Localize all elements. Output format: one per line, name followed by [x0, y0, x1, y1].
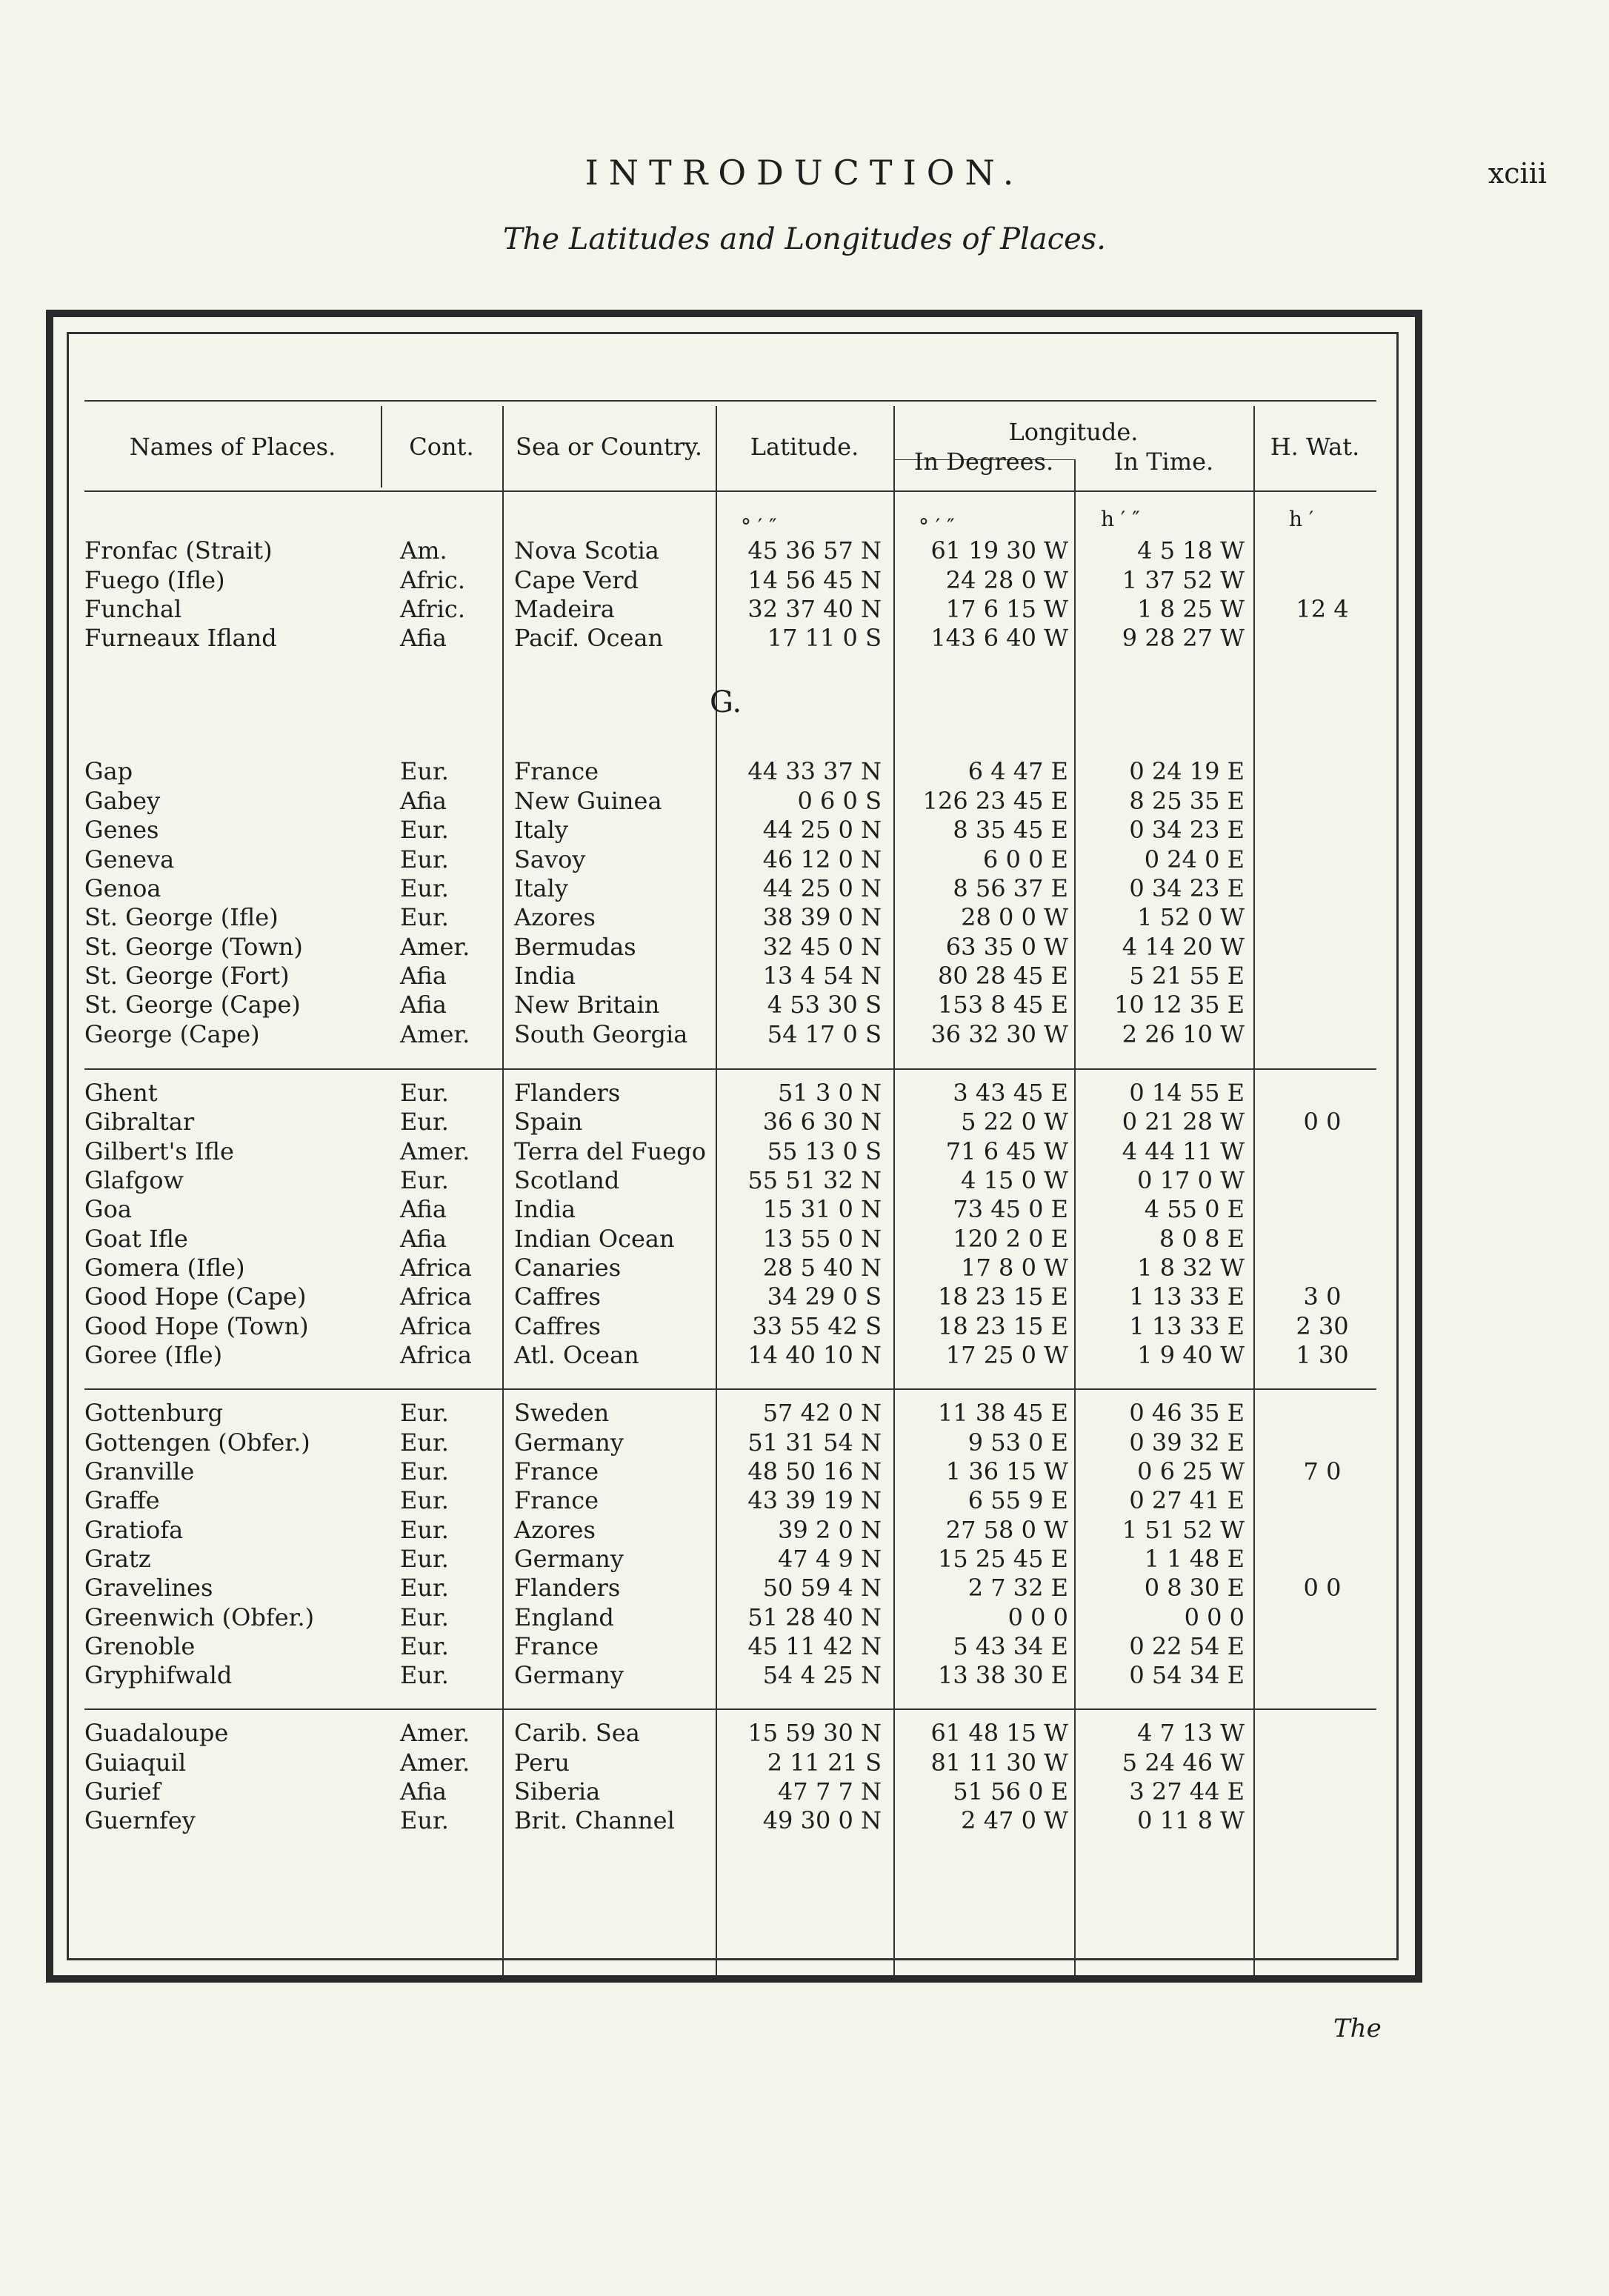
group-rule-2 [84, 1388, 1376, 1390]
place-name: Guiaquil [84, 1748, 187, 1777]
longitude-degrees: 13 38 30 E [937, 1661, 1068, 1689]
longitude-time: 1 13 33 E [1129, 1282, 1245, 1311]
sea-or-country: France [514, 1486, 599, 1514]
sea-or-country: Atl. Ocean [514, 1341, 639, 1369]
table-row [0, 1195, 1609, 1224]
table-row [0, 787, 1609, 816]
col-header-in-time: In Time. [1113, 447, 1214, 476]
place-name: Ghent [84, 1079, 158, 1107]
table-row [0, 536, 1609, 565]
longitude-degrees: 6 55 9 E [967, 1486, 1068, 1514]
continent: Afia [400, 1777, 447, 1806]
latitude: 13 4 54 N [762, 962, 882, 990]
sea-or-country: Canaries [514, 1254, 622, 1282]
table-row [0, 991, 1609, 1019]
table-row [0, 816, 1609, 845]
place-name: Guernfey [84, 1806, 196, 1834]
longitude-degrees: 5 22 0 W [961, 1108, 1068, 1136]
longitude-degrees: 143 6 40 W [930, 624, 1068, 652]
high-water: 0 0 [1303, 1108, 1342, 1136]
latitude: 38 39 0 N [762, 903, 882, 931]
place-name: Funchal [84, 595, 182, 623]
running-head: INTRODUCTION. [584, 153, 1025, 193]
place-name: Greenwich (Obfer.) [84, 1603, 315, 1631]
sea-or-country: Sweden [514, 1399, 610, 1427]
longitude-degrees: 2 47 0 W [961, 1806, 1068, 1834]
sea-or-country: Caffres [514, 1312, 601, 1340]
high-water: 7 0 [1303, 1457, 1342, 1485]
longitude-time: 3 27 44 E [1129, 1777, 1245, 1806]
sea-or-country: Peru [514, 1748, 570, 1777]
longitude-degrees: 73 45 0 E [953, 1195, 1068, 1223]
place-name: Good Hope (Town) [84, 1312, 309, 1340]
continent: Eur. [400, 1486, 449, 1514]
table-row [0, 1428, 1609, 1457]
place-name: Gratz [84, 1545, 151, 1573]
sea-or-country: Carib. Sea [514, 1719, 640, 1747]
longitude-time: 10 12 35 E [1113, 991, 1245, 1019]
col-header-longitude: Longitude. [1008, 418, 1139, 446]
longitude-time: 0 0 0 [1184, 1603, 1245, 1631]
latitude: 45 36 57 N [747, 536, 882, 565]
latitude: 49 30 0 N [762, 1806, 882, 1834]
longitude-time: 0 22 54 E [1129, 1632, 1245, 1660]
degrees-units: ° ′ ″ [919, 514, 955, 539]
table-row [0, 874, 1609, 903]
longitude-time: 0 46 35 E [1129, 1399, 1245, 1427]
place-name: Guadaloupe [84, 1719, 229, 1747]
col-header-in-degrees: In Degrees. [913, 447, 1054, 476]
longitude-degrees: 71 6 45 W [945, 1137, 1068, 1165]
longitude-time: 5 24 46 W [1122, 1748, 1245, 1777]
latitude: 33 55 42 S [752, 1312, 882, 1340]
longitude-time: 1 9 40 W [1137, 1341, 1245, 1369]
table-row [0, 1603, 1609, 1632]
longitude-degrees: 0 0 0 [1007, 1603, 1068, 1631]
continent: Amer. [400, 1719, 470, 1747]
place-name: St. George (Cape) [84, 991, 301, 1019]
longitude-time: 0 34 23 E [1129, 816, 1245, 844]
longitude-degrees: 120 2 0 E [953, 1225, 1068, 1253]
sea-or-country: Azores [514, 903, 596, 931]
continent: Africa [400, 1254, 472, 1282]
place-name: Glafgow [84, 1166, 184, 1194]
table-row [0, 1661, 1609, 1690]
col-header-sea: Sea or Country. [516, 433, 702, 461]
latitude: 4 53 30 S [767, 991, 882, 1019]
longitude-degrees: 36 32 30 W [930, 1020, 1068, 1048]
latitude: 14 56 45 N [747, 566, 882, 594]
latitude: 47 4 9 N [778, 1545, 882, 1573]
continent: Africa [400, 1341, 472, 1369]
place-name: Furneaux Ifland [84, 624, 277, 652]
place-name: Grenoble [84, 1632, 196, 1660]
page-number: xciii [1488, 157, 1547, 190]
sea-or-country: India [514, 1195, 576, 1223]
continent: Eur. [400, 1545, 449, 1573]
table-row [0, 1020, 1609, 1049]
table-row [0, 845, 1609, 874]
longitude-degrees: 8 35 45 E [953, 816, 1068, 844]
longitude-degrees: 4 15 0 W [961, 1166, 1068, 1194]
longitude-time: 0 39 32 E [1129, 1428, 1245, 1457]
longitude-degrees: 61 19 30 W [930, 536, 1068, 565]
longitude-time: 2 26 10 W [1122, 1020, 1245, 1048]
latitude: 45 11 42 N [747, 1632, 882, 1660]
place-name: St. George (Town) [84, 933, 303, 961]
col-header-lat: Latitude. [750, 433, 859, 461]
sea-or-country: New Britain [514, 991, 660, 1019]
sea-or-country: Indian Ocean [514, 1225, 675, 1253]
sea-or-country: Spain [514, 1108, 583, 1136]
longitude-degrees: 2 7 32 E [967, 1574, 1068, 1602]
time-units: h ′ ″ [1101, 507, 1140, 531]
high-water: 3 0 [1303, 1282, 1342, 1311]
longitude-time: 4 44 11 W [1122, 1137, 1245, 1165]
longitude-time: 4 55 0 E [1144, 1195, 1245, 1223]
sea-or-country: France [514, 757, 599, 785]
latitude: 57 42 0 N [762, 1399, 882, 1427]
sea-or-country: France [514, 1632, 599, 1660]
place-name: St. George (Fort) [84, 962, 290, 990]
place-name: Graffe [84, 1486, 160, 1514]
sea-or-country: Terra del Fuego [514, 1137, 706, 1165]
table-row [0, 1312, 1609, 1341]
continent: Eur. [400, 1079, 449, 1107]
table-row [0, 903, 1609, 932]
place-name: George (Cape) [84, 1020, 260, 1048]
continent: Eur. [400, 816, 449, 844]
place-name: Gap [84, 757, 133, 785]
longitude-degrees: 24 28 0 W [945, 566, 1068, 594]
place-name: Goat Ifle [84, 1225, 188, 1253]
longitude-degrees: 6 0 0 E [983, 845, 1068, 874]
sea-or-country: Flanders [514, 1574, 621, 1602]
longitude-degrees: 81 11 30 W [930, 1748, 1068, 1777]
latitude: 15 31 0 N [762, 1195, 882, 1223]
sea-or-country: Italy [514, 816, 568, 844]
latitude-units: ° ′ ″ [741, 514, 777, 539]
latitude: 55 13 0 S [767, 1137, 882, 1165]
high-water: 12 4 [1296, 595, 1349, 623]
longitude-degrees: 18 23 15 E [937, 1312, 1068, 1340]
sea-or-country: India [514, 962, 576, 990]
table-row [0, 1748, 1609, 1777]
longitude-time: 0 14 55 E [1129, 1079, 1245, 1107]
high-water-units: h ′ [1289, 507, 1314, 531]
table-row [0, 933, 1609, 962]
longitude-time: 1 1 48 E [1144, 1545, 1245, 1573]
longitude-degrees: 17 8 0 W [961, 1254, 1068, 1282]
latitude: 13 55 0 N [762, 1225, 882, 1253]
longitude-time: 0 54 34 E [1129, 1661, 1245, 1689]
latitude: 55 51 32 N [747, 1166, 882, 1194]
sea-or-country: Siberia [514, 1777, 601, 1806]
longitude-degrees: 61 48 15 W [930, 1719, 1068, 1747]
sea-or-country: Cape Verd [514, 566, 639, 594]
place-name: Gabey [84, 787, 161, 815]
table-row [0, 1457, 1609, 1486]
place-name: Gomera (Ifle) [84, 1254, 245, 1282]
place-name: Good Hope (Cape) [84, 1282, 307, 1311]
continent: Eur. [400, 1806, 449, 1834]
table-row [0, 1632, 1609, 1661]
latitude: 28 5 40 N [762, 1254, 882, 1282]
table-row [0, 1079, 1609, 1108]
longitude-time: 4 5 18 W [1137, 536, 1245, 565]
continent: Eur. [400, 1603, 449, 1631]
continent: Eur. [400, 1399, 449, 1427]
longitude-degrees: 63 35 0 W [945, 933, 1068, 961]
continent: Eur. [400, 1457, 449, 1485]
continent: Afia [400, 1195, 447, 1223]
place-name: Gryphifwald [84, 1661, 233, 1689]
place-name: Gravelines [84, 1574, 213, 1602]
continent: Eur. [400, 1428, 449, 1457]
longitude-time: 0 24 0 E [1144, 845, 1245, 874]
continent: Afia [400, 1225, 447, 1253]
continent: Africa [400, 1312, 472, 1340]
latitude: 44 25 0 N [762, 874, 882, 902]
longitude-time: 0 24 19 E [1129, 757, 1245, 785]
place-name: Gurief [84, 1777, 161, 1806]
sea-or-country: England [514, 1603, 614, 1631]
place-name: Fuego (Ifle) [84, 566, 225, 594]
table-row [0, 1399, 1609, 1428]
col-header-high-water: H. Wat. [1270, 433, 1360, 461]
place-name: Geneva [84, 845, 175, 874]
continent: Afia [400, 787, 447, 815]
table-row [0, 1806, 1609, 1835]
place-name: Gottengen (Obfer.) [84, 1428, 310, 1457]
sea-or-country: Scotland [514, 1166, 620, 1194]
place-name: Gratiofa [84, 1516, 184, 1544]
table-row [0, 1516, 1609, 1545]
place-name: Gilbert's Ifle [84, 1137, 234, 1165]
continent: Eur. [400, 874, 449, 902]
section-letter: G. [710, 685, 742, 719]
longitude-time: 0 6 25 W [1137, 1457, 1245, 1485]
continent: Eur. [400, 845, 449, 874]
longitude-degrees: 51 56 0 E [953, 1777, 1068, 1806]
longitude-time: 1 8 32 W [1137, 1254, 1245, 1282]
sea-or-country: Bermudas [514, 933, 636, 961]
high-water: 0 0 [1303, 1574, 1342, 1602]
place-name: Genes [84, 816, 159, 844]
longitude-time: 0 17 0 W [1137, 1166, 1245, 1194]
sea-or-country: Germany [514, 1545, 624, 1573]
group-rule-1 [84, 1068, 1376, 1070]
continent: Eur. [400, 1632, 449, 1660]
longitude-degrees: 27 58 0 W [945, 1516, 1068, 1544]
table-row [0, 962, 1609, 991]
high-water: 1 30 [1296, 1341, 1349, 1369]
continent: Africa [400, 1282, 472, 1311]
longitude-time: 8 25 35 E [1129, 787, 1245, 815]
table-row [0, 1341, 1609, 1370]
place-name: Gottenburg [84, 1399, 223, 1427]
sea-or-country: Italy [514, 874, 568, 902]
longitude-time: 0 21 28 W [1122, 1108, 1245, 1136]
table-row [0, 595, 1609, 624]
table-row [0, 1486, 1609, 1515]
longitude-degrees: 5 43 34 E [953, 1632, 1068, 1660]
header-top-rule [84, 400, 1376, 402]
latitude: 17 11 0 S [767, 624, 882, 652]
table-title: The Latitudes and Longitudes of Places. [502, 222, 1107, 256]
table-row [0, 624, 1609, 653]
col-header-name: Names of Places. [129, 433, 336, 461]
place-name: Goree (Ifle) [84, 1341, 223, 1369]
longitude-time: 1 52 0 W [1137, 903, 1245, 931]
latitude: 43 39 19 N [747, 1486, 882, 1514]
latitude: 54 17 0 S [767, 1020, 882, 1048]
longitude-time: 8 0 8 E [1159, 1225, 1245, 1253]
place-name: Goa [84, 1195, 132, 1223]
longitude-time: 1 8 25 W [1137, 595, 1245, 623]
table-row [0, 1282, 1609, 1311]
continent: Amer. [400, 1020, 470, 1048]
longitude-time: 1 51 52 W [1122, 1516, 1245, 1544]
table-row [0, 1574, 1609, 1603]
place-name: Genoa [84, 874, 161, 902]
table-row [0, 1719, 1609, 1748]
table-row [0, 1137, 1609, 1166]
header-bottom-rule [84, 490, 1376, 492]
latitude: 51 28 40 N [747, 1603, 882, 1631]
sea-or-country: Germany [514, 1428, 624, 1457]
latitude: 48 50 16 N [747, 1457, 882, 1485]
continent: Eur. [400, 1516, 449, 1544]
longitude-time: 4 7 13 W [1137, 1719, 1245, 1747]
sea-or-country: South Georgia [514, 1020, 688, 1048]
continent: Eur. [400, 757, 449, 785]
longitude-time: 1 13 33 E [1129, 1312, 1245, 1340]
longitude-degrees: 126 23 45 E [922, 787, 1068, 815]
latitude: 32 37 40 N [747, 595, 882, 623]
latitude: 2 11 21 S [767, 1748, 882, 1777]
longitude-time: 0 8 30 E [1144, 1574, 1245, 1602]
latitude: 0 6 0 S [797, 787, 882, 815]
latitude: 54 4 25 N [762, 1661, 882, 1689]
longitude-degrees: 8 56 37 E [953, 874, 1068, 902]
longitude-degrees: 11 38 45 E [937, 1399, 1068, 1427]
table-row [0, 757, 1609, 786]
place-name: Granville [84, 1457, 195, 1485]
sea-or-country: Caffres [514, 1282, 601, 1311]
longitude-time: 0 34 23 E [1129, 874, 1245, 902]
continent: Eur. [400, 1661, 449, 1689]
latitude: 50 59 4 N [762, 1574, 882, 1602]
table-row [0, 1166, 1609, 1195]
continent: Amer. [400, 1137, 470, 1165]
place-name: Fronfac (Strait) [84, 536, 273, 565]
table-row [0, 1545, 1609, 1574]
longitude-time: 0 11 8 W [1137, 1806, 1245, 1834]
sea-or-country: Flanders [514, 1079, 621, 1107]
sea-or-country: Germany [514, 1661, 624, 1689]
longitude-time: 5 21 55 E [1129, 962, 1245, 990]
table-row [0, 566, 1609, 595]
sea-or-country: New Guinea [514, 787, 662, 815]
group-rule-3 [84, 1708, 1376, 1710]
longitude-degrees: 6 4 47 E [967, 757, 1068, 785]
sea-or-country: Nova Scotia [514, 536, 659, 565]
continent: Amer. [400, 933, 470, 961]
longitude-degrees: 28 0 0 W [961, 903, 1068, 931]
place-name: St. George (Ifle) [84, 903, 279, 931]
catchword: The [1333, 2014, 1382, 2043]
continent: Eur. [400, 903, 449, 931]
high-water: 2 30 [1296, 1312, 1349, 1340]
longitude-degrees: 9 53 0 E [967, 1428, 1068, 1457]
longitude-degrees: 17 6 15 W [945, 595, 1068, 623]
latitude: 14 40 10 N [747, 1341, 882, 1369]
table-row [0, 1254, 1609, 1282]
longitude-degrees: 17 25 0 W [945, 1341, 1068, 1369]
sea-or-country: Brit. Channel [514, 1806, 675, 1834]
longitude-time: 4 14 20 W [1122, 933, 1245, 961]
continent: Eur. [400, 1574, 449, 1602]
sea-or-country: Savoy [514, 845, 586, 874]
continent: Eur. [400, 1166, 449, 1194]
continent: Afia [400, 991, 447, 1019]
longitude-degrees: 1 36 15 W [945, 1457, 1068, 1485]
continent: Afia [400, 962, 447, 990]
continent: Amer. [400, 1748, 470, 1777]
latitude: 46 12 0 N [762, 845, 882, 874]
continent: Afric. [400, 595, 466, 623]
longitude-degrees: 3 43 45 E [953, 1079, 1068, 1107]
col-header-cont: Cont. [409, 433, 474, 461]
longitude-degrees: 15 25 45 E [937, 1545, 1068, 1573]
table-row [0, 1225, 1609, 1254]
longitude-time: 0 27 41 E [1129, 1486, 1245, 1514]
longitude-degrees: 153 8 45 E [937, 991, 1068, 1019]
latitude: 36 6 30 N [762, 1108, 882, 1136]
continent: Afia [400, 624, 447, 652]
sea-or-country: Azores [514, 1516, 596, 1544]
latitude: 39 2 0 N [778, 1516, 882, 1544]
sea-or-country: Madeira [514, 595, 615, 623]
sea-or-country: France [514, 1457, 599, 1485]
latitude: 51 31 54 N [747, 1428, 882, 1457]
continent: Eur. [400, 1108, 449, 1136]
latitude: 44 33 37 N [747, 757, 882, 785]
longitude-degrees: 80 28 45 E [937, 962, 1068, 990]
latitude: 51 3 0 N [778, 1079, 882, 1107]
place-name: Gibraltar [84, 1108, 195, 1136]
longitude-time: 1 37 52 W [1122, 566, 1245, 594]
sea-or-country: Pacif. Ocean [514, 624, 664, 652]
latitude: 34 29 0 S [767, 1282, 882, 1311]
latitude: 44 25 0 N [762, 816, 882, 844]
latitude: 47 7 7 N [778, 1777, 882, 1806]
table-row [0, 1777, 1609, 1806]
continent: Am. [400, 536, 447, 565]
table-row [0, 1108, 1609, 1137]
longitude-degrees: 18 23 15 E [937, 1282, 1068, 1311]
latitude: 32 45 0 N [762, 933, 882, 961]
latitude: 15 59 30 N [747, 1719, 882, 1747]
longitude-time: 9 28 27 W [1122, 624, 1245, 652]
continent: Afric. [400, 566, 466, 594]
